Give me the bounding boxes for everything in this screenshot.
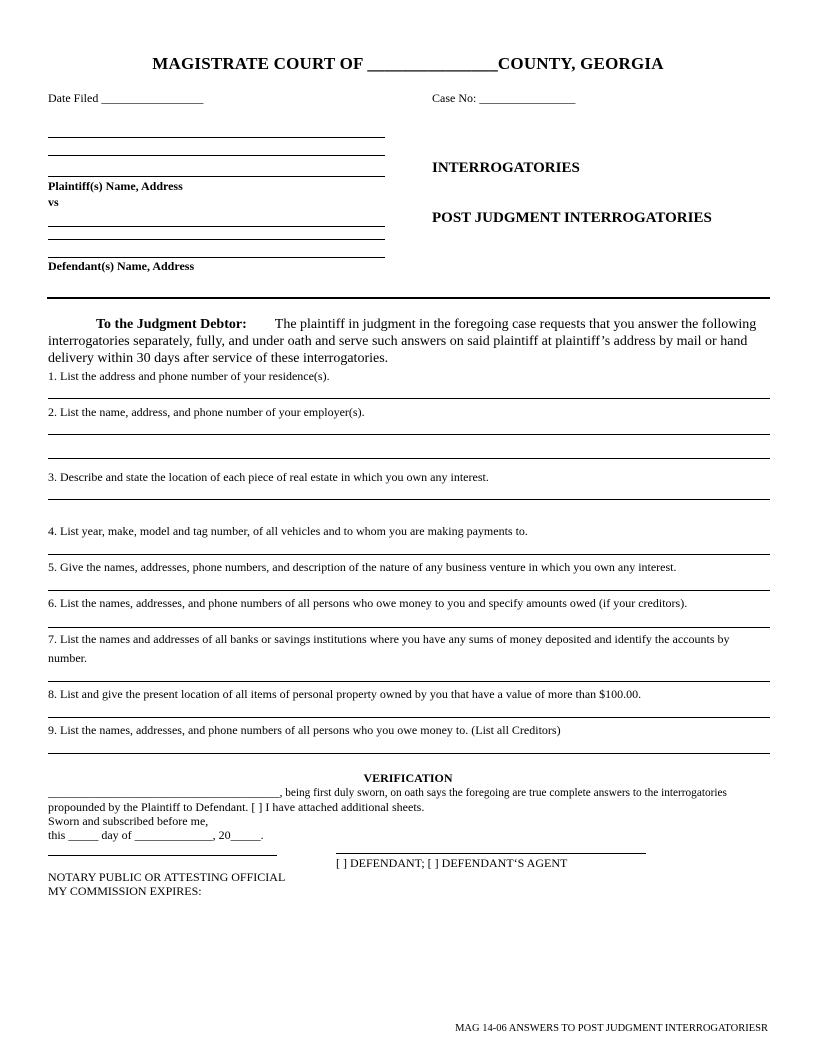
answer-line[interactable] <box>48 627 770 628</box>
answer-line[interactable] <box>48 458 770 459</box>
intro-paragraph <box>48 316 770 367</box>
date-filed[interactable]: Date Filed _________________ <box>48 91 204 105</box>
defendant-label: Defendant(s) Name, Address <box>48 259 195 273</box>
question-8: 8. List and give the present location of all items of personal property owned by you that have a value of more than $100.00. <box>48 687 642 701</box>
case-number[interactable]: Case No: ________________ <box>432 91 576 105</box>
notary-signature-line[interactable] <box>48 855 277 856</box>
post-judgment-title: POST JUDGMENT INTERROGATORIES <box>432 210 712 226</box>
answer-line[interactable] <box>48 681 770 682</box>
defendant-line-1[interactable] <box>48 226 385 227</box>
question-9: 9. List the names, addresses, and phone numbers of all persons who you owe money to. (List all Creditors) <box>48 723 561 737</box>
verification-line-3: Sworn and subscribed before me, <box>48 814 209 828</box>
plaintiff-line-2[interactable] <box>48 155 385 156</box>
question-6: 6. List the names, addresses, and phone numbers of all persons who owe money to you and specify amounts owed (if your creditors). <box>48 596 688 610</box>
verification-line-1[interactable]: _________________________________________, being first duly sworn, on oath says the foregoing are true complete answers to the interrogatories <box>48 787 727 799</box>
vs-label: vs <box>48 195 59 209</box>
answer-line[interactable] <box>48 499 770 500</box>
intro-lead: To the Judgment Debtor: <box>96 317 247 332</box>
defendant-line-3[interactable] <box>48 257 385 258</box>
verification-heading: VERIFICATION <box>363 771 453 785</box>
plaintiff-line-3[interactable] <box>48 176 385 177</box>
intro-text: The plaintiff in judgment in the foregoing case requests that you answer the following interrogatories separately, fully, and under oath and serve such answers on said plaintiff at plaintiff’s address by mail or hand delivery within 30 days after service of these interrogatories. <box>48 317 757 366</box>
defendant-signature-line[interactable] <box>336 853 646 854</box>
plaintiff-line-1[interactable] <box>48 137 385 138</box>
question-7: 7. List the names and addresses of all banks or savings institutions where you have any sums of money deposited and identify the accounts by number. <box>48 632 730 665</box>
header-divider <box>47 297 770 299</box>
answer-line[interactable] <box>48 753 770 754</box>
answer-line[interactable] <box>48 398 770 399</box>
answer-line[interactable] <box>48 717 770 718</box>
defendant-checkbox-label[interactable]: [ ] DEFENDANT; [ ] DEFENDANT‘S AGENT <box>336 856 568 870</box>
question-5: 5. Give the names, addresses, phone numbers, and description of the nature of any business venture in which you own any interest. <box>48 560 677 574</box>
interrogatories-title: INTERROGATORIES <box>432 160 580 176</box>
answer-line[interactable] <box>48 434 770 435</box>
question-3: 3. Describe and state the location of each piece of real estate in which you own any interest. <box>48 470 489 484</box>
notary-label: NOTARY PUBLIC OR ATTESTING OFFICIAL <box>48 870 286 884</box>
court-title: MAGISTRATE COURT OF _______________COUNTY, GEORGIA <box>152 54 664 73</box>
question-2: 2. List the name, address, and phone number of your employer(s). <box>48 405 365 419</box>
question-1: 1. List the address and phone number of your residence(s). <box>48 369 330 383</box>
question-4: 4. List year, make, model and tag number, of all vehicles and to whom you are making payments to. <box>48 524 528 538</box>
answer-line[interactable] <box>48 590 770 591</box>
defendant-line-2[interactable] <box>48 239 385 240</box>
verification-line-2: propounded by the Plaintiff to Defendant. [ ] I have attached additional sheets. <box>48 800 425 814</box>
answer-line[interactable] <box>48 554 770 555</box>
verification-line-4[interactable]: this _____ day of _____________, 20_____. <box>48 828 264 842</box>
commission-label: MY COMMISSION EXPIRES: <box>48 884 202 898</box>
plaintiff-label: Plaintiff(s) Name, Address <box>48 179 183 193</box>
form-id: MAG 14-06 ANSWERS TO POST JUDGMENT INTERROGATORIESR <box>455 1023 768 1034</box>
